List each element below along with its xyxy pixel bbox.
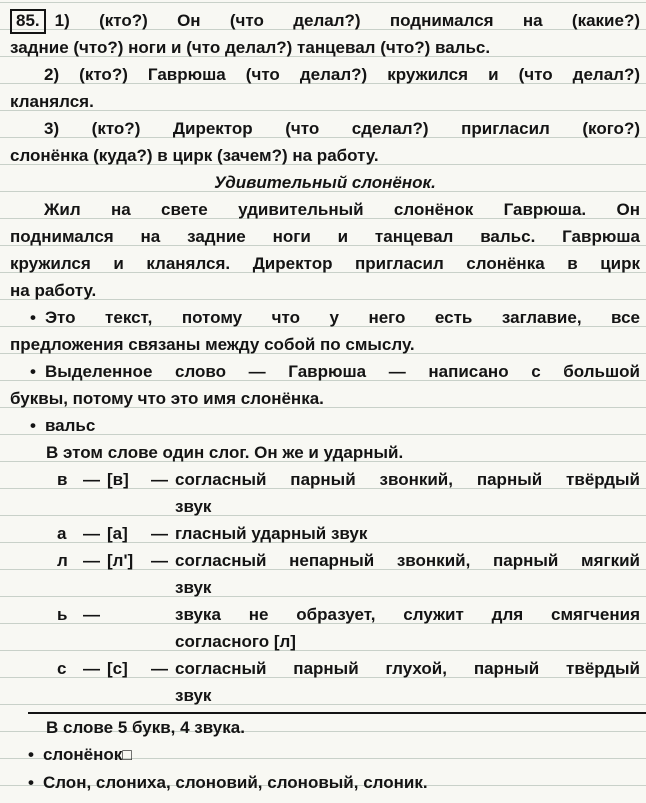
- bullet-1-line-1: [10, 304, 640, 331]
- zero-ending-square-icon: □: [122, 747, 132, 764]
- row-sound: [с]: [107, 659, 128, 678]
- bullet-icon: •: [30, 362, 36, 381]
- bullet-icon: •: [28, 773, 34, 792]
- row-sound: [л']: [107, 551, 134, 570]
- bullet-icon: •: [30, 416, 36, 435]
- row-sound: [а]: [107, 524, 128, 543]
- row-sound: [в]: [107, 470, 129, 489]
- bullet-1-line-2: предложения связаны между собой по смыслу.: [10, 335, 415, 354]
- bullet-icon: •: [30, 308, 36, 327]
- analysis-intro: В этом слове один слог. Он же и ударный.: [46, 443, 404, 462]
- row-description: гласный ударный звук: [175, 524, 368, 543]
- related-words-line: [10, 769, 640, 796]
- row-letter: а: [57, 524, 67, 543]
- row-description: звука не образует, служит для смягчения согласного [л]: [175, 605, 640, 651]
- dash: —: [151, 470, 168, 489]
- answer-2-line-1: 2) (кто?) Гаврюша (что делал?) кружился и (что делал?): [44, 65, 640, 84]
- row-letter: с: [57, 659, 67, 678]
- word-with-ending: [10, 741, 640, 769]
- base-word: слонёнок: [42, 745, 123, 764]
- related-words: Слон, слониха, слоновий, слоновый, слоник.: [42, 773, 428, 792]
- row-letter: ь: [57, 605, 68, 624]
- dash: —: [151, 551, 168, 570]
- analysis-summary: В слове 5 букв, 4 звука.: [46, 718, 245, 737]
- story-line-1: Жил на свете удивительный слонёнок Гаврюша. Он: [44, 200, 640, 219]
- dash: —: [151, 659, 168, 678]
- answer-1-text-1: 1) (кто?) Он (что делал?) поднимался на (какие?): [54, 11, 640, 30]
- dash: —: [151, 524, 168, 543]
- answer-2-line-2: кланялся.: [10, 92, 94, 111]
- bullet-2-line-2: буквы, потому что это имя слонёнка.: [10, 389, 324, 408]
- answer-1-line-1: [10, 7, 640, 34]
- dash: —: [83, 551, 100, 570]
- story-line-2: поднимался на задние ноги и танцевал вальс. Гаврюша: [10, 227, 640, 246]
- phonetic-row-l: [10, 547, 640, 601]
- phonetic-row-a: [10, 520, 640, 547]
- row-description: согласный непарный звонкий, парный мягкий звук: [175, 551, 640, 597]
- dash-placeholder: [151, 601, 175, 655]
- story-line-3: кружился и кланялся. Директор пригласил слонёнка в цирк: [10, 254, 640, 273]
- dash: —: [83, 524, 100, 543]
- row-letter: в: [57, 470, 68, 489]
- bullet-2-line-1: [10, 358, 640, 385]
- row-description: согласный парный звонкий, парный твёрдый звук: [175, 470, 640, 516]
- dash: —: [83, 470, 100, 489]
- answer-3-line-1: 3) (кто?) Директор (что сделал?) пригласил (кого?): [44, 119, 640, 138]
- story-title: Удивительный слонёнок.: [214, 173, 436, 192]
- story-line-4: на работу.: [10, 281, 97, 300]
- row-letter: л: [57, 551, 68, 570]
- dash: —: [83, 605, 100, 624]
- bullet-3-word: [10, 412, 640, 439]
- bullet-1-text-1: Это текст, потому что у него есть заглавие, все: [44, 308, 640, 327]
- row-sound: [107, 601, 151, 655]
- phonetic-row-v: [10, 466, 640, 520]
- row-description: согласный парный глухой, парный твёрдый звук: [175, 659, 640, 705]
- phonetic-row-soft-sign: [10, 601, 640, 655]
- answer-3-line-2: слонёнка (куда?) в цирк (зачем?) на работу.: [10, 146, 379, 165]
- phonetic-row-s: [10, 655, 640, 709]
- answer-1-line-2: задние (что?) ноги и (что делал?) танцевал (что?) вальс.: [10, 38, 491, 57]
- dash: —: [83, 659, 100, 678]
- bullet-icon: •: [28, 745, 34, 764]
- exercise-number-box: 85.: [10, 9, 46, 34]
- bullet-2-text-1: Выделенное слово — Гаврюша — написано с большой: [44, 362, 640, 381]
- analysed-word: вальс: [44, 416, 96, 435]
